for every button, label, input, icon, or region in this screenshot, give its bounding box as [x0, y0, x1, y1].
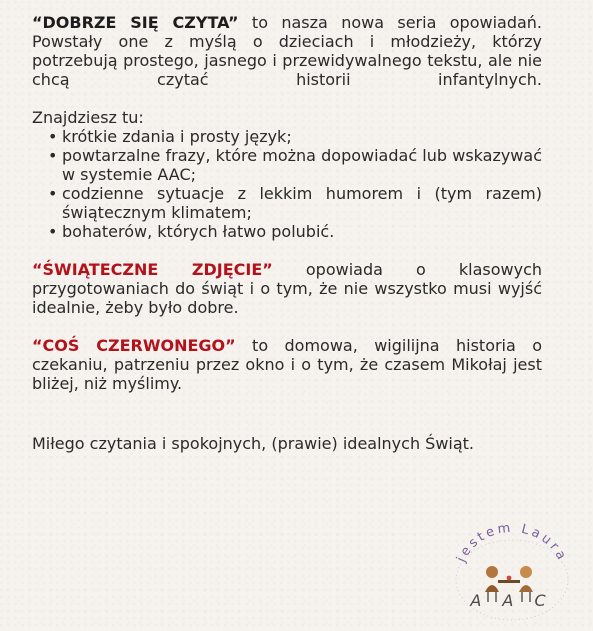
story1-paragraph: [32, 260, 542, 317]
intro-paragraph: [32, 13, 542, 89]
series-name: “DOBRZE SIĘ CZYTA”: [32, 13, 239, 32]
logo-aac-text: A A C: [470, 591, 554, 610]
features-heading: Znajdziesz tu:: [32, 108, 144, 127]
intro-text: to nasza nowa seria opowiadań. Powstały one z myślą o dzieciach i młodzieży, którzy potrzebują prostego, jasnego i przewidywalnego tekstu, ale nie chcą czytać historii infantylnych.: [32, 13, 543, 89]
story1-text: opowiada o klasowych przygotowaniach do świąt i o tym, że nie wszystko musi wyjść idealnie, żeby było dobre.: [32, 260, 543, 317]
story2-paragraph: [32, 336, 542, 393]
document-body: [32, 13, 542, 453]
list-item: • powtarzalne frazy, które można dopowiadać lub wskazywać w systemie AAC;: [48, 146, 542, 184]
story2-title: “COŚ CZERWONEGO”: [32, 336, 236, 355]
list-item: • krótkie zdania i prosty język;: [48, 127, 542, 146]
jestem-laura-aac-logo: [448, 522, 572, 622]
features-list: [32, 127, 542, 241]
list-item: • codzienne sytuacje z lekkim humorem i (tym razem) świątecznym klimatem;: [48, 184, 542, 222]
list-item: • bohaterów, których łatwo polubić.: [48, 222, 542, 241]
logo-graphic: [448, 522, 572, 622]
story2-text: to domowa, wigilijna historia o czekaniu, patrzeniu przez okno i o tym, że czasem Mikołaj jest bliżej, niż myślimy.: [32, 336, 542, 393]
logo-arc-text: jestem Laura: [454, 522, 570, 565]
closing-line: Miłego czytania i spokojnych, (prawie) idealnych Świąt.: [32, 434, 475, 453]
story1-title: “ŚWIĄTECZNE ZDJĘCIE”: [32, 260, 273, 279]
